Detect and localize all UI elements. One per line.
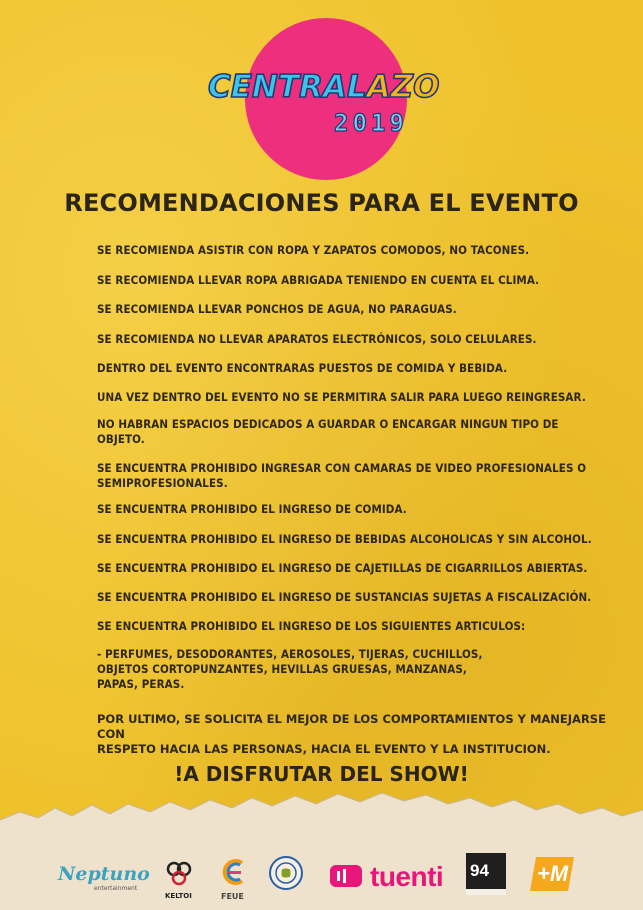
list-item: SE ENCUENTRA PROHIBIDO EL INGRESO DE COMIDA. [97,502,407,516]
list-item: SE RECOMIENDA ASISTIR CON ROPA Y ZAPATOS COMODOS, NO TACONES. [97,243,530,257]
list-item: SE RECOMIENDA NO LLEVAR APARATOS ELECTRÓNICOS, SOLO CELULARES. [97,332,537,346]
page-title: RECOMENDACIONES PARA EL EVENTO [64,189,579,217]
list-item: SE RECOMIENDA LLEVAR PONCHOS DE AGUA, NO PARAGUAS. [97,302,457,316]
list-item: SE ENCUENTRA PROHIBIDO EL INGRESO DE BEBIDAS ALCOHOLICAS Y SIN ALCOHOL. [97,532,592,546]
logo-word-azo: AZO [366,69,440,105]
logo-year: 2019 [334,109,408,137]
sponsor-tuenti-logo: tuenti [370,861,444,892]
list-item: SE ENCUENTRA PROHIBIDO EL INGRESO DE CAJETILLAS DE CIGARRILLOS ABIERTAS. [97,561,588,575]
sponsor-plus-m-logo: +M [537,861,569,886]
closing-note: POR ULTIMO, SE SOLICITA EL MEJOR DE LOS COMPORTAMIENTOS Y MANEJARSE CON RESPETO HACIA LAS PERSONAS, HACIA EL EVENTO Y LA INSTITUCION. [97,712,606,756]
institution-seal-icon [268,855,304,891]
sponsor-94-logo: 94 [470,861,489,880]
prohibited-items-list: - PERFUMES, DESODORANTES, AEROSOLES, TIJERAS, CUCHILLOS, OBJETOS CORTOPUNZANTES, HEVILLAS GRUESAS, MANZANAS, PAPAS, PERAS. [97,647,483,691]
enjoy-the-show-heading: !A DISFRUTAR DEL SHOW! [174,762,469,786]
list-item: DENTRO DEL EVENTO ENCONTRARAS PUESTOS DE COMIDA Y BEBIDA. [97,361,508,375]
event-logo [208,69,440,105]
sponsor-feue-label: FEUE [221,892,244,901]
sponsor-keltoi-label: KELTOI [165,892,192,900]
logo-word-central: CENTRAL [208,69,367,105]
list-item: SE RECOMIENDA LLEVAR ROPA ABRIGADA TENIENDO EN CUENTA EL CLIMA. [97,273,540,287]
list-item: SE ENCUENTRA PROHIBIDO EL INGRESO DE SUSTANCIAS SUJETAS A FISCALIZACIÓN. [97,590,592,604]
list-item: UNA VEZ DENTRO DEL EVENTO NO SE PERMITIRA SALIR PARA LUEGO REINGRESAR. [97,390,586,404]
tuenti-logo-icon [328,863,364,889]
triskelion-icon [163,857,195,889]
list-item: SE ENCUENTRA PROHIBIDO INGRESAR CON CAMARAS DE VIDEO PROFESIONALES O SEMIPROFESIONALES. [97,461,587,490]
sponsor-neptuno-logo: Neptuno [58,863,150,885]
feue-logo-icon [218,855,248,891]
list-item: NO HABRAN ESPACIOS DEDICADOS A GUARDAR O ENCARGAR NINGUN TIPO DE OBJETO. [97,417,559,446]
sponsor-logos [0,845,643,905]
list-item: SE ENCUENTRA PROHIBIDO EL INGRESO DE LOS SIGUIENTES ARTICULOS: [97,619,526,633]
sponsor-neptuno-subtitle: entertainment [94,885,138,892]
